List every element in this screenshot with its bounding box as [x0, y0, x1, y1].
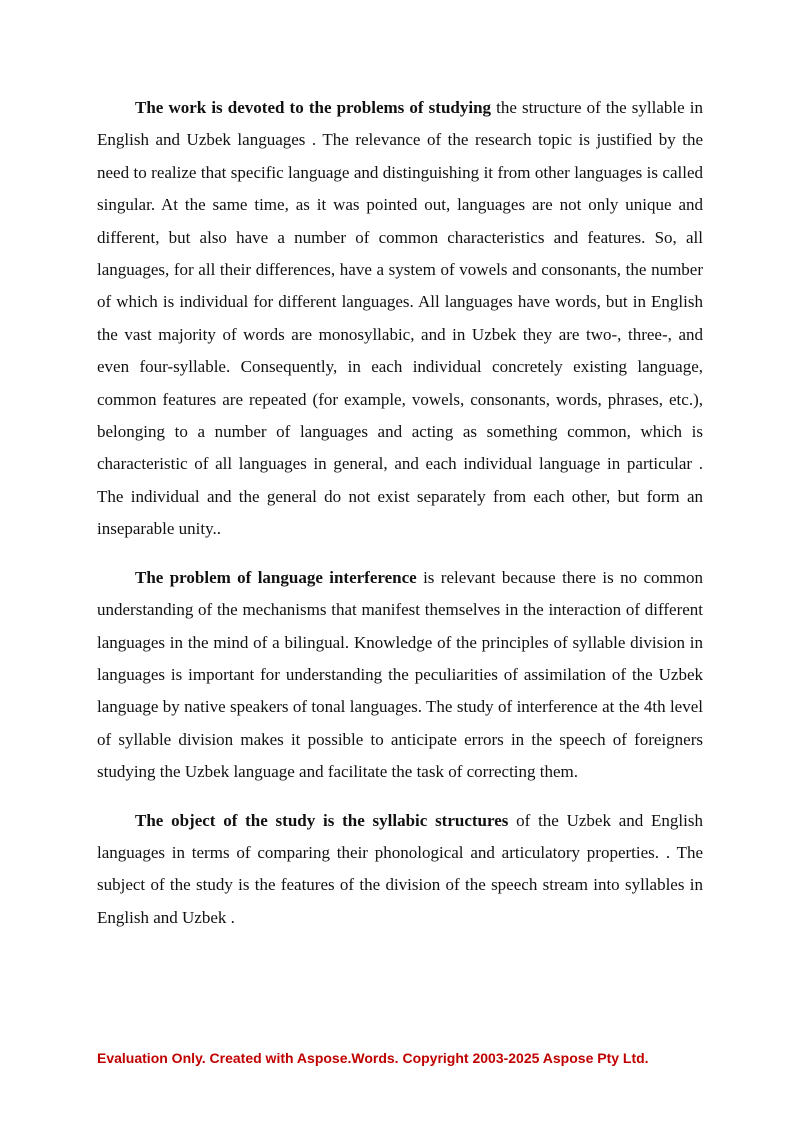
document-body: [97, 92, 703, 950]
paragraph-2: [97, 562, 703, 789]
paragraph-2-lead: The problem of language interference: [135, 567, 417, 587]
paragraph-1-text: the structure of the syllable in English and Uzbek languages . The relevance of the research topic is justified by the need to realize that specific language and distinguishing it from other languages is called singular. At the same time, as it was pointed out, languages are not only unique and different, but also have a number of common characteristics and features. So, all languages, for all their differences, have a system of vowels and consonants, the number of which is individual for different languages. All languages have words, but in English the vast majority of words are monosyllabic, and in Uzbek they are two-, three-, and even four-syllable. Consequently, in each individual concretely existing language, common features are repeated (for example, vowels, consonants, words, phrases, etc.), belonging to a number of languages and acting as something common, which is characteristic of all languages in general, and each individual language in particular . The individual and the general do not exist separately from each other, but form an inseparable unity..: [97, 98, 704, 539]
paragraph-3-text: of the Uzbek and English languages in terms of comparing their phonological and articulatory properties. . The subject of the study is the features of the division of the speech stream into syllables in English and Uzbek .: [97, 810, 703, 927]
paragraph-2-text: is relevant because there is no common understanding of the mechanisms that manifest themselves in the interaction of different languages in the mind of a bilingual. Knowledge of the principles of syllable division in languages is important for understanding the peculiarities of assimilation of the Uzbek language by native speakers of tonal languages. The study of interference at the 4th level of syllable division makes it possible to anticipate errors in the speech of foreigners studying the Uzbek language and facilitate the task of correcting them.: [97, 567, 703, 782]
evaluation-watermark: Evaluation Only. Created with Aspose.Words. Copyright 2003-2025 Aspose Pty Ltd.: [97, 1050, 649, 1066]
paragraph-3-lead: The object of the study is the syllabic structures: [135, 810, 509, 830]
paragraph-3: [97, 805, 703, 935]
paragraph-1-lead: The work is devoted to the problems of studying: [135, 98, 492, 117]
paragraph-1: [97, 92, 703, 546]
